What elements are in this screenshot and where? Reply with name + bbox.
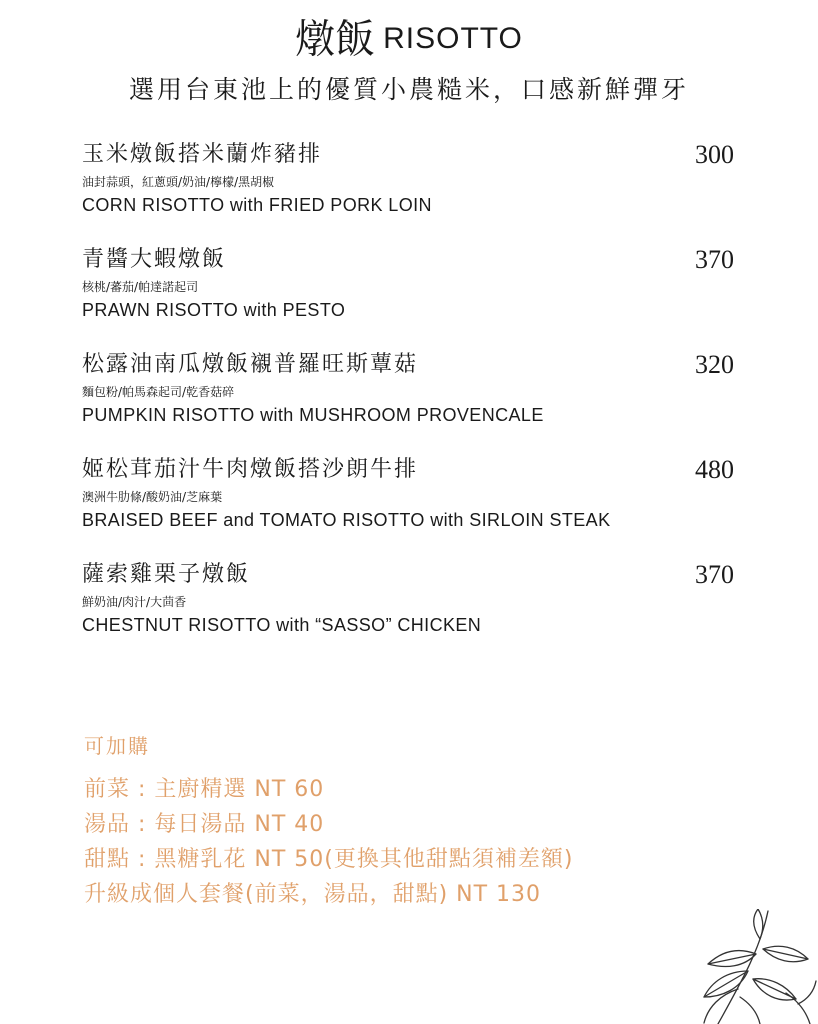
- menu-list: [82, 138, 742, 663]
- menu-item-pumpkin-risotto: [82, 348, 742, 453]
- page-subtitle: 選用台東池上的優質小農糙米，口感新鮮彈牙: [128, 75, 689, 104]
- add-on-dessert: 甜點 : 黑糖乳花 NT 50(更換其他甜點須補差額): [84, 847, 574, 872]
- add-on-soup: 湯品 : 每日湯品 NT 40: [84, 812, 325, 837]
- add-on-section: [84, 728, 573, 912]
- add-on-appetizer: 前菜 : 主廚精選 NT 60: [84, 777, 325, 802]
- item-price: 320: [695, 350, 734, 379]
- item-price: 370: [695, 560, 734, 589]
- item-description: 油封蒜頭，紅蔥頭/奶油/檸檬/黑胡椒: [82, 175, 275, 189]
- item-name-zh: 松露油南瓜燉飯襯普羅旺斯蕈菇: [82, 352, 419, 377]
- item-description: 鮮奶油/肉汁/大茴香: [82, 595, 187, 609]
- title-chinese: 燉飯: [295, 16, 376, 63]
- menu-item-beef-risotto: [82, 453, 742, 558]
- item-name-zh: 姬松茸茄汁牛肉燉飯搭沙朗牛排: [82, 457, 419, 482]
- item-name-en: CHESTNUT RISOTTO with “SASSO” CHICKEN: [82, 615, 482, 635]
- leaf-branch-icon: [648, 909, 818, 1024]
- menu-item-chestnut-risotto: [82, 558, 742, 663]
- item-description: 麵包粉/帕馬森起司/乾香菇碎: [82, 385, 235, 399]
- item-name-en: PUMPKIN RISOTTO with MUSHROOM PROVENCALE: [82, 405, 544, 425]
- menu-item-prawn-risotto: [82, 243, 742, 348]
- menu-header: [0, 14, 818, 106]
- item-name-en: CORN RISOTTO with FRIED PORK LOIN: [82, 195, 432, 215]
- item-price: 300: [695, 140, 734, 169]
- menu-item-corn-risotto: [82, 138, 742, 243]
- item-price: 370: [695, 245, 734, 274]
- item-description: 澳洲牛肋條/酸奶油/芝麻葉: [82, 490, 223, 504]
- item-name-zh: 薩索雞栗子燉飯: [82, 562, 251, 587]
- item-name-zh: 玉米燉飯搭米蘭炸豬排: [82, 142, 323, 167]
- item-description: 核桃/蕃茄/帕達諾起司: [82, 280, 199, 294]
- item-name-en: BRAISED BEEF and TOMATO RISOTTO with SIRLOIN STEAK: [82, 510, 611, 530]
- title-english: RISOTTO: [383, 22, 523, 56]
- add-on-title: 可加購: [84, 734, 150, 758]
- item-name-en: PRAWN RISOTTO with PESTO: [82, 300, 346, 320]
- add-on-set-upgrade: 升級成個人套餐(前菜，湯品，甜點) NT 130: [84, 882, 542, 907]
- item-name-zh: 青醬大蝦燉飯: [82, 247, 227, 272]
- item-price: 480: [695, 455, 734, 484]
- page-title: [0, 14, 818, 64]
